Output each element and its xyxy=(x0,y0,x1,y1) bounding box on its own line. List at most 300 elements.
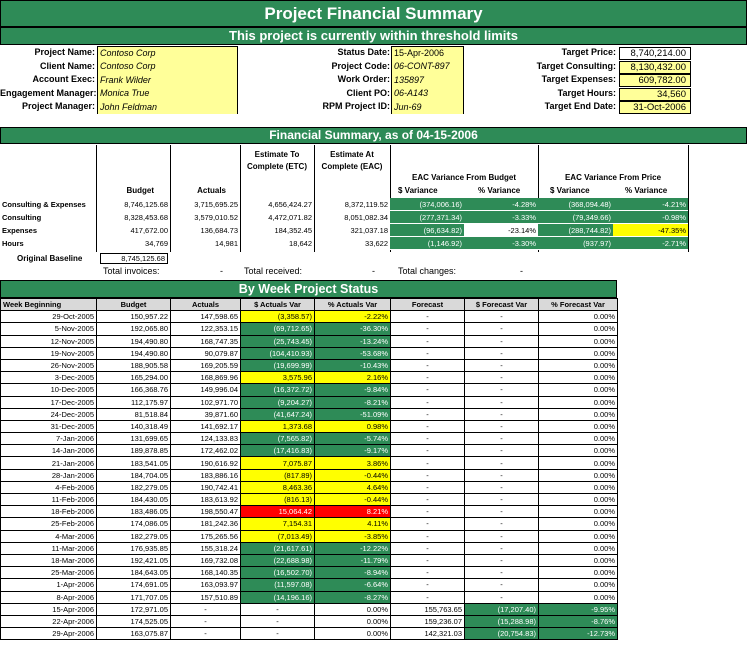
target-price-field[interactable]: 8,740,214.00 xyxy=(619,47,691,60)
table-row xyxy=(1,445,618,457)
cell-pp: -0.98% xyxy=(613,211,688,224)
cell-col-1: 174,691.05 xyxy=(97,579,171,591)
cell-bp: -23.14% xyxy=(464,224,538,237)
cell-col-5: - xyxy=(391,579,465,591)
cell-col-3: (16,372.72) xyxy=(241,384,315,396)
total-changes-value: - xyxy=(520,266,523,276)
cell-bv: (96,634.82) xyxy=(390,224,464,237)
status-date-field[interactable]: 15-Apr-2006 xyxy=(392,47,463,60)
cell-col-7: 0.00% xyxy=(539,323,618,335)
cell-col-2: 141,692.17 xyxy=(171,420,241,432)
cell-col-5: - xyxy=(391,372,465,384)
cell-col-2: 190,742.41 xyxy=(171,481,241,493)
cell-col-5: - xyxy=(391,445,465,457)
cell-col-0: 24-Dec-2005 xyxy=(1,408,97,420)
cell-col-5: 159,236.07 xyxy=(391,615,465,627)
cell-col-1: 184,430.05 xyxy=(97,494,171,506)
cell-col-3: (817.89) xyxy=(241,469,315,481)
cell-budget: 8,746,125.68 xyxy=(124,199,168,209)
col-header-pvar: % Variance xyxy=(625,186,668,195)
cell-col-7: 0.00% xyxy=(539,311,618,323)
cell-col-4: 0.00% xyxy=(315,603,391,615)
cell-col-7: 0.00% xyxy=(539,445,618,457)
cell-col-2: 102,971.70 xyxy=(171,396,241,408)
cell-col-4: -0.44% xyxy=(315,494,391,506)
cell-col-7: -9.95% xyxy=(539,603,618,615)
cell-col-6: - xyxy=(465,347,539,359)
cell-bv: (374,006.16) xyxy=(390,198,464,211)
cell-col-1: 192,421.05 xyxy=(97,554,171,566)
cell-col-3: (25,743.45) xyxy=(241,335,315,347)
financial-row xyxy=(0,198,688,211)
cell-col-7: 0.00% xyxy=(539,359,618,371)
cell-col-3: 7,154.31 xyxy=(241,518,315,530)
cell-col-5: - xyxy=(391,506,465,518)
cell-col-1: 131,699.65 xyxy=(97,433,171,445)
cell-col-1: 112,175.97 xyxy=(97,396,171,408)
cell-bp: -3.30% xyxy=(464,237,538,250)
cell-etc: 184,352.45 xyxy=(274,225,312,235)
cell-col-3: (7,565.82) xyxy=(241,433,315,445)
table-row xyxy=(1,372,618,384)
weekly-status-title: By Week Project Status xyxy=(0,280,617,298)
cell-col-1: 174,086.05 xyxy=(97,518,171,530)
table-row xyxy=(1,457,618,469)
financial-summary-title: Financial Summary, as of 04-15-2006 xyxy=(0,127,747,144)
total-received-value: - xyxy=(372,266,375,276)
info-label: Client PO: xyxy=(346,87,390,98)
cell-col-6: - xyxy=(465,311,539,323)
total-invoices-label: Total invoices: xyxy=(103,266,160,276)
grid-line xyxy=(688,145,689,252)
cell-eac: 8,372,119.52 xyxy=(344,199,388,209)
cell-col-4: -13.24% xyxy=(315,335,391,347)
col-header-budget: Budget xyxy=(126,186,154,195)
report-title: Project Financial Summary xyxy=(0,0,747,27)
cell-budget: 417,672.00 xyxy=(130,225,168,235)
cell-col-0: 18-Feb-2006 xyxy=(1,506,97,518)
table-row xyxy=(1,554,618,566)
cell-budget: 8,328,453.68 xyxy=(124,212,168,222)
info-label: Project Manager: xyxy=(21,101,95,112)
col-header-budget: Budget xyxy=(97,299,171,311)
cell-col-2: 157,510.89 xyxy=(171,591,241,603)
cell-col-6: - xyxy=(465,530,539,542)
cell-col-5: - xyxy=(391,530,465,542)
cell-col-0: 5-Nov-2005 xyxy=(1,323,97,335)
cell-col-2: 39,871.60 xyxy=(171,408,241,420)
cell-col-3: - xyxy=(241,615,315,627)
cell-col-0: 10-Dec-2005 xyxy=(1,384,97,396)
cell-col-7: 0.00% xyxy=(539,396,618,408)
info-label: Target Hours: xyxy=(557,87,616,98)
cell-col-1: 176,935.85 xyxy=(97,542,171,554)
cell-col-3: (21,617.61) xyxy=(241,542,315,554)
cell-col-2: 147,598.65 xyxy=(171,311,241,323)
cell-col-1: 174,525.05 xyxy=(97,615,171,627)
cell-actuals: 136,684.73 xyxy=(200,225,238,235)
table-row xyxy=(1,396,618,408)
row-label: Hours xyxy=(2,238,24,248)
cell-col-4: -9.17% xyxy=(315,445,391,457)
info-label: Target End Date: xyxy=(544,101,616,112)
cell-col-6: - xyxy=(465,445,539,457)
cell-col-2: 90,079.87 xyxy=(171,347,241,359)
cell-col-5: - xyxy=(391,420,465,432)
cell-col-3: (14,196.16) xyxy=(241,591,315,603)
row-label: Expenses xyxy=(2,225,38,235)
cell-pv: (937.97) xyxy=(538,237,613,250)
info-label: Project Name: xyxy=(34,47,95,57)
info-label: RPM Project ID: xyxy=(322,101,390,112)
cell-col-7: -8.76% xyxy=(539,615,618,627)
cell-col-1: 192,065.80 xyxy=(97,323,171,335)
cell-col-1: 184,704.05 xyxy=(97,469,171,481)
cell-col-7: 0.00% xyxy=(539,579,618,591)
cell-col-5: - xyxy=(391,384,465,396)
total-received-label: Total received: xyxy=(244,266,303,276)
cell-col-6: - xyxy=(465,457,539,469)
cell-pv: (368,094.48) xyxy=(538,198,613,211)
cell-col-2: 198,550.47 xyxy=(171,506,241,518)
cell-col-0: 31-Dec-2005 xyxy=(1,420,97,432)
info-label: Target Price: xyxy=(561,47,616,57)
cell-col-7: 0.00% xyxy=(539,518,618,530)
info-label: Project Code: xyxy=(331,60,390,71)
financial-row xyxy=(0,211,688,224)
cell-col-3: (9,204.27) xyxy=(241,396,315,408)
financial-table xyxy=(0,198,688,250)
info-label: Target Consulting: xyxy=(536,60,616,71)
cell-col-0: 11-Feb-2006 xyxy=(1,494,97,506)
table-row xyxy=(1,384,618,396)
cell-col-1: 194,490.80 xyxy=(97,335,171,347)
cell-col-2: 168,140.35 xyxy=(171,567,241,579)
cell-col-3: (104,410.93) xyxy=(241,347,315,359)
cell-col-0: 3-Dec-2005 xyxy=(1,372,97,384)
cell-col-7: 0.00% xyxy=(539,530,618,542)
cell-bp: -3.33% xyxy=(464,211,538,224)
cell-col-5: - xyxy=(391,335,465,347)
cell-col-0: 11-Mar-2006 xyxy=(1,542,97,554)
cell-eac: 33,622 xyxy=(365,238,388,248)
info-label: Account Exec: xyxy=(32,74,95,85)
cell-col-2: 155,318.24 xyxy=(171,542,241,554)
info-label: Status Date: xyxy=(337,47,390,57)
cell-col-0: 22-Apr-2006 xyxy=(1,615,97,627)
cell-col-6: - xyxy=(465,433,539,445)
cell-col-4: -8.27% xyxy=(315,591,391,603)
col-header-eac-budget: EAC Variance From Budget xyxy=(411,173,517,182)
financial-row xyxy=(0,224,688,237)
table-row xyxy=(1,335,618,347)
target-end-date-field[interactable]: 31-Oct-2006 xyxy=(619,101,691,114)
cell-col-0: 29-Oct-2005 xyxy=(1,311,97,323)
cell-col-0: 17-Dec-2005 xyxy=(1,396,97,408)
cell-col-3: - xyxy=(241,603,315,615)
cell-actuals: 14,981 xyxy=(215,238,238,248)
cell-col-3: (3,358.57) xyxy=(241,311,315,323)
target-expenses-field[interactable]: 609,782.00 xyxy=(619,74,691,87)
cell-col-6: - xyxy=(465,481,539,493)
rpm-project-id-field[interactable]: Jun-69 xyxy=(392,101,463,114)
cell-col-4: 4.11% xyxy=(315,518,391,530)
cell-col-6: - xyxy=(465,384,539,396)
table-row xyxy=(1,420,618,432)
cell-actuals: 3,579,010.52 xyxy=(194,212,238,222)
cell-col-5: 155,763.65 xyxy=(391,603,465,615)
cell-col-4: 3.86% xyxy=(315,457,391,469)
cell-col-4: -12.22% xyxy=(315,542,391,554)
cell-col-1: 182,279.05 xyxy=(97,530,171,542)
cell-col-4: -36.30% xyxy=(315,323,391,335)
col-header-forecast-pct: % Forecast Var xyxy=(539,299,618,311)
cell-col-2: 175,265.56 xyxy=(171,530,241,542)
cell-col-4: 0.98% xyxy=(315,420,391,432)
cell-col-6: - xyxy=(465,420,539,432)
cell-col-1: 165,294.00 xyxy=(97,372,171,384)
cell-col-7: 0.00% xyxy=(539,554,618,566)
cell-col-7: 0.00% xyxy=(539,591,618,603)
cell-col-2: 183,613.92 xyxy=(171,494,241,506)
cell-col-0: 1-Apr-2006 xyxy=(1,579,97,591)
cell-col-7: 0.00% xyxy=(539,542,618,554)
row-label: Consulting xyxy=(2,212,42,222)
cell-col-6: - xyxy=(465,506,539,518)
cell-pp: -47.35% xyxy=(613,224,688,237)
project-code-field[interactable]: 06-CONT-897 xyxy=(392,60,463,73)
account-exec-field[interactable]: Frank Wilder xyxy=(98,74,237,87)
cell-col-4: -11.79% xyxy=(315,554,391,566)
cell-etc: 4,656,424.27 xyxy=(268,199,312,209)
cell-col-5: 142,321.03 xyxy=(391,628,465,640)
cell-eac: 321,037.18 xyxy=(350,225,388,235)
table-row xyxy=(1,518,618,530)
info-label: Work Order: xyxy=(337,74,390,85)
cell-col-1: 184,643.05 xyxy=(97,567,171,579)
cell-col-3: (17,416.83) xyxy=(241,445,315,457)
cell-col-7: 0.00% xyxy=(539,420,618,432)
cell-col-3: 3,575.96 xyxy=(241,372,315,384)
cell-col-7: 0.00% xyxy=(539,481,618,493)
table-row xyxy=(1,567,618,579)
cell-col-4: -3.85% xyxy=(315,530,391,542)
cell-col-2: 122,353.15 xyxy=(171,323,241,335)
cell-col-3: 8,463.36 xyxy=(241,481,315,493)
info-left-labels xyxy=(0,46,97,114)
cell-col-5: - xyxy=(391,396,465,408)
cell-col-7: 0.00% xyxy=(539,384,618,396)
cell-col-2: 149,996.04 xyxy=(171,384,241,396)
cell-col-1: 188,905.58 xyxy=(97,359,171,371)
cell-col-7: 0.00% xyxy=(539,494,618,506)
cell-col-1: 166,368.76 xyxy=(97,384,171,396)
cell-col-2: 169,732.08 xyxy=(171,554,241,566)
cell-col-1: 182,279.05 xyxy=(97,481,171,493)
cell-col-3: (7,013.49) xyxy=(241,530,315,542)
cell-col-5: - xyxy=(391,347,465,359)
cell-col-3: (41,647.24) xyxy=(241,408,315,420)
cell-col-4: -0.44% xyxy=(315,469,391,481)
info-label: Engagement Manager: xyxy=(0,87,97,98)
cell-col-4: 0.00% xyxy=(315,615,391,627)
cell-col-6: - xyxy=(465,359,539,371)
table-row xyxy=(1,323,618,335)
table-row xyxy=(1,433,618,445)
table-row xyxy=(1,579,618,591)
cell-col-0: 19-Nov-2005 xyxy=(1,347,97,359)
project-manager-field[interactable]: John Feldman xyxy=(98,101,237,114)
cell-col-7: 0.00% xyxy=(539,347,618,359)
cell-col-2: 181,242.36 xyxy=(171,518,241,530)
cell-col-6: - xyxy=(465,323,539,335)
target-hours-field[interactable]: 34,560 xyxy=(619,88,691,101)
cell-col-4: -10.43% xyxy=(315,359,391,371)
cell-col-5: - xyxy=(391,554,465,566)
cell-col-6: - xyxy=(465,591,539,603)
col-header-dvar: $ Variance xyxy=(550,186,590,195)
cell-col-1: 140,318.49 xyxy=(97,420,171,432)
cell-col-6: (15,288.98) xyxy=(465,615,539,627)
cell-col-4: -51.09% xyxy=(315,408,391,420)
table-row xyxy=(1,603,618,615)
cell-col-1: 171,707.05 xyxy=(97,591,171,603)
cell-col-0: 15-Apr-2006 xyxy=(1,603,97,615)
cell-col-0: 21-Jan-2006 xyxy=(1,457,97,469)
cell-col-5: - xyxy=(391,494,465,506)
row-label: Consulting & Expenses xyxy=(2,199,86,209)
cell-col-5: - xyxy=(391,457,465,469)
cell-pv: (288,744.82) xyxy=(538,224,613,237)
cell-etc: 4,472,071.82 xyxy=(268,212,312,222)
project-name-field[interactable]: Contoso Corp xyxy=(98,47,237,60)
cell-col-3: 7,075.87 xyxy=(241,457,315,469)
cell-col-5: - xyxy=(391,323,465,335)
cell-col-0: 18-Mar-2006 xyxy=(1,554,97,566)
table-row xyxy=(1,408,618,420)
cell-col-6: - xyxy=(465,494,539,506)
cell-col-3: (16,502.70) xyxy=(241,567,315,579)
info-left-values xyxy=(97,46,238,114)
cell-col-6: - xyxy=(465,567,539,579)
cell-col-5: - xyxy=(391,567,465,579)
cell-col-4: 4.64% xyxy=(315,481,391,493)
table-row xyxy=(1,628,618,640)
cell-col-4: -2.22% xyxy=(315,311,391,323)
cell-col-6: - xyxy=(465,579,539,591)
cell-col-3: (816.13) xyxy=(241,494,315,506)
cell-eac: 8,051,082.34 xyxy=(344,212,388,222)
cell-col-2: 168,869.96 xyxy=(171,372,241,384)
cell-col-5: - xyxy=(391,591,465,603)
cell-col-5: - xyxy=(391,433,465,445)
col-header-actuals: Actuals xyxy=(197,186,226,195)
cell-actuals: 3,715,695.25 xyxy=(194,199,238,209)
cell-col-2: 183,886.16 xyxy=(171,469,241,481)
cell-col-2: - xyxy=(171,628,241,640)
table-row xyxy=(1,311,618,323)
cell-col-6: - xyxy=(465,335,539,347)
cell-col-6: - xyxy=(465,469,539,481)
client-po-field[interactable]: 06-A143 xyxy=(392,87,463,100)
cell-col-0: 8-Apr-2006 xyxy=(1,591,97,603)
total-changes-label: Total changes: xyxy=(398,266,457,276)
cell-col-7: 0.00% xyxy=(539,335,618,347)
cell-col-5: - xyxy=(391,359,465,371)
cell-col-6: - xyxy=(465,518,539,530)
table-row xyxy=(1,591,618,603)
info-label: Client Name: xyxy=(39,60,95,71)
cell-budget: 34,769 xyxy=(145,238,168,248)
cell-etc: 18,642 xyxy=(289,238,312,248)
cell-col-0: 29-Apr-2006 xyxy=(1,628,97,640)
col-header-week: Week Beginning xyxy=(1,299,97,311)
cell-col-3: (22,688.98) xyxy=(241,554,315,566)
cell-col-4: -9.84% xyxy=(315,384,391,396)
cell-bv: (277,371.34) xyxy=(390,211,464,224)
cell-pp: -2.71% xyxy=(613,237,688,250)
cell-col-1: 189,878.85 xyxy=(97,445,171,457)
cell-col-6: - xyxy=(465,542,539,554)
cell-col-6: - xyxy=(465,372,539,384)
cell-col-0: 26-Nov-2005 xyxy=(1,359,97,371)
table-row xyxy=(1,359,618,371)
col-header-forecast-var: $ Forecast Var xyxy=(465,299,539,311)
work-order-field[interactable]: 135897 xyxy=(392,74,463,87)
cell-col-4: -53.68% xyxy=(315,347,391,359)
col-header-forecast: Forecast xyxy=(391,299,465,311)
weekly-table xyxy=(0,298,618,640)
cell-col-1: 150,957.22 xyxy=(97,311,171,323)
col-header-actuals-var: $ Actuals Var xyxy=(241,299,315,311)
cell-col-4: -8.21% xyxy=(315,396,391,408)
target-consulting-field[interactable]: 8,130,432.00 xyxy=(619,61,691,74)
engagement-manager-field[interactable]: Monica True xyxy=(98,87,237,100)
cell-col-6: - xyxy=(465,396,539,408)
table-row xyxy=(1,530,618,542)
col-header-eac-price: EAC Variance From Price xyxy=(564,173,662,182)
cell-col-1: 163,075.87 xyxy=(97,628,171,640)
total-invoices-value: - xyxy=(220,266,223,276)
cell-col-5: - xyxy=(391,469,465,481)
cell-bp: -4.28% xyxy=(464,198,538,211)
table-row xyxy=(1,615,618,627)
col-header-pvar: % Variance xyxy=(478,186,521,195)
cell-col-7: 0.00% xyxy=(539,457,618,469)
cell-col-0: 14-Jan-2006 xyxy=(1,445,97,457)
info-label: Target Expenses: xyxy=(541,74,616,85)
cell-col-1: 183,541.05 xyxy=(97,457,171,469)
info-right-labels xyxy=(508,46,616,114)
cell-col-7: 0.00% xyxy=(539,567,618,579)
threshold-status: This project is currently within threshold limits xyxy=(0,27,747,45)
cell-col-0: 4-Mar-2006 xyxy=(1,530,97,542)
cell-col-5: - xyxy=(391,542,465,554)
cell-pp: -4.21% xyxy=(613,198,688,211)
cell-col-1: 172,971.05 xyxy=(97,603,171,615)
cell-col-0: 25-Feb-2006 xyxy=(1,518,97,530)
cell-col-7: -12.73% xyxy=(539,628,618,640)
col-header-eac: Estimate At Complete (EAC) xyxy=(321,150,383,171)
original-baseline-label: Original Baseline xyxy=(17,254,83,263)
info-mid-values xyxy=(391,46,464,114)
cell-col-3: (11,597.08) xyxy=(241,579,315,591)
cell-col-6: (20,754.83) xyxy=(465,628,539,640)
cell-col-3: - xyxy=(241,628,315,640)
cell-col-3: 1,373.68 xyxy=(241,420,315,432)
client-name-field[interactable]: Contoso Corp xyxy=(98,60,237,73)
cell-col-7: 0.00% xyxy=(539,372,618,384)
